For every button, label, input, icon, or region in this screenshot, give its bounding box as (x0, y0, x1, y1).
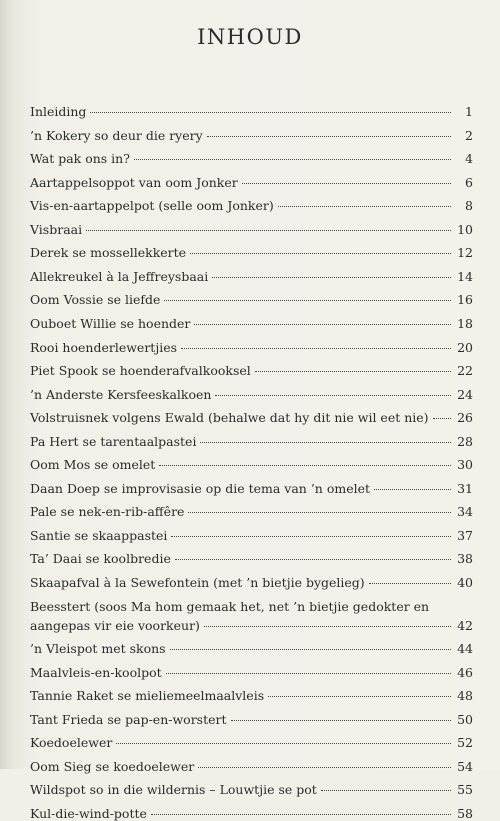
toc-page-number: 37 (457, 527, 473, 543)
dot-leader (116, 743, 451, 744)
toc-entry (30, 223, 473, 237)
dot-leader (90, 112, 451, 113)
toc-entry (30, 105, 473, 119)
toc-entry-label: Pa Hert se tarentaalpastei (30, 433, 197, 449)
dot-leader (433, 418, 451, 419)
toc-entry-label: ’n Vleispot met skons (30, 641, 166, 657)
toc-page-number: 42 (457, 617, 473, 633)
dot-leader (164, 300, 451, 301)
toc-page-number: 26 (457, 410, 473, 426)
toc-entry (30, 411, 473, 425)
toc-entry (30, 666, 473, 680)
toc-entry-label: Inleiding (30, 104, 87, 119)
toc-page-number: 18 (457, 315, 473, 331)
toc-entry-label: ’n Anderste Kersfeeskalkoen (30, 386, 212, 402)
dot-leader (200, 442, 451, 443)
toc-page-number: 6 (465, 174, 473, 190)
toc-entry (30, 152, 473, 166)
toc-entry (30, 760, 473, 774)
toc-entry (30, 505, 473, 519)
toc-entry-label: Santie se skaappastei (30, 527, 168, 543)
toc-entry (30, 293, 473, 307)
dot-leader (159, 465, 451, 466)
toc-page-number: 30 (457, 457, 473, 473)
toc-entry-label: Oom Vossie se liefde (30, 292, 161, 308)
dot-leader (166, 673, 451, 674)
dot-leader (134, 159, 451, 160)
toc-page-number: 48 (457, 688, 473, 704)
toc-entry (30, 364, 473, 378)
dot-leader (374, 489, 451, 490)
toc-page-number: 28 (457, 433, 473, 449)
toc-entry-label: Visbraai (30, 221, 83, 237)
toc-entry-label: Oom Sieg se koedoelewer (30, 758, 195, 774)
toc-entry-label: Pale se nek-en-rib-affêre (30, 504, 185, 520)
toc-entry (30, 317, 473, 331)
toc-entry (30, 736, 473, 750)
dot-leader (190, 253, 451, 254)
dot-leader (369, 583, 451, 584)
toc-entry-label: Piet Spook se hoenderafvalkooksel (30, 363, 251, 379)
dot-leader (242, 183, 451, 184)
toc-entry (30, 435, 473, 449)
toc-entry (30, 458, 473, 472)
toc-page-number: 1 (465, 104, 473, 119)
toc-entry-label: Oom Mos se omelet (30, 457, 156, 473)
toc-entry-label: Ouboet Willie se hoender (30, 315, 191, 331)
dot-leader (151, 814, 451, 815)
toc-entry (30, 619, 473, 633)
toc-entry-label-continued: aangepas vir eie voorkeur) (30, 617, 200, 633)
toc-page-number: 50 (457, 711, 473, 727)
toc-entry (30, 388, 473, 402)
toc-page-number: 52 (457, 735, 473, 751)
toc-entry-label: Daan Doep se improvisasie op die tema van ’n omelet (30, 480, 371, 496)
dot-leader (175, 559, 451, 560)
toc-page-number: 16 (457, 292, 473, 308)
toc-page-number: 14 (457, 268, 473, 284)
toc-entry-label: Maalvleis-en-koolpot (30, 664, 162, 680)
toc-entry (30, 176, 473, 190)
toc-entry-label: Skaapafval à la Sewefontein (met ’n bietjie bygelieg) (30, 575, 365, 590)
toc-entry-label: Wildspot so in die wildernis – Louwtjie se pot (30, 782, 317, 798)
toc-entry (30, 529, 473, 543)
toc-entry (30, 246, 473, 260)
page-title: INHOUD (197, 25, 303, 49)
toc-page-number: 10 (457, 221, 473, 237)
toc-entry (30, 689, 473, 703)
dot-leader (268, 696, 451, 697)
toc-entry-label: Allekreukel à la Jeffreysbaai (30, 268, 209, 284)
dot-leader (321, 790, 451, 791)
toc-entry-label: Volstruisnek volgens Ewald (behalwe dat hy dit nie wil eet nie) (30, 410, 429, 426)
toc-entry-label: Koedoelewer (30, 735, 113, 751)
dot-leader (255, 371, 451, 372)
toc-entry-label: Rooi hoenderlewertjies (30, 339, 178, 355)
dot-leader (171, 536, 451, 537)
toc-entry-label: Tant Frieda se pap-en-worstert (30, 711, 227, 727)
toc-entry-label: Ta’ Daai se koolbredie (30, 551, 171, 567)
toc-page-number: 20 (457, 339, 473, 355)
toc-entry (30, 341, 473, 355)
toc-entry-label: Wat pak ons in? (30, 151, 130, 167)
toc-page-number: 55 (457, 782, 473, 798)
dot-leader (204, 626, 451, 627)
toc-entry (30, 642, 473, 656)
dot-leader (194, 324, 451, 325)
toc-page-number: 44 (457, 641, 473, 657)
toc-page-number: 40 (457, 575, 473, 590)
toc-page-number: 46 (457, 664, 473, 680)
toc-entry (30, 552, 473, 566)
toc-entry (30, 129, 473, 143)
toc-page-number: 12 (457, 245, 473, 261)
toc-entry (30, 482, 473, 496)
dot-leader (188, 512, 451, 513)
dot-leader (170, 649, 451, 650)
toc-entry (30, 807, 473, 821)
dot-leader (207, 136, 451, 137)
toc-page-number: 2 (465, 127, 473, 143)
dot-leader (181, 348, 451, 349)
dot-leader (215, 395, 451, 396)
toc-entry-label: Derek se mossellekkerte (30, 245, 187, 261)
toc-entry-label: Tannie Raket se mieliemeelmaalvleis (30, 688, 265, 704)
toc-entry (30, 783, 473, 797)
dot-leader (86, 230, 451, 231)
toc-entry (30, 713, 473, 727)
toc-page-number: 4 (465, 151, 473, 167)
toc-page-number: 38 (457, 551, 473, 567)
toc-entry (30, 270, 473, 284)
toc-page-number: 54 (457, 758, 473, 774)
toc-page-number: 58 (457, 805, 473, 821)
toc-entry-label: Vis-en-aartappelpot (selle oom Jonker) (30, 198, 274, 214)
dot-leader (231, 720, 451, 721)
dot-leader (278, 206, 451, 207)
toc-page-number: 8 (465, 198, 473, 214)
dot-leader (198, 767, 451, 768)
toc-entry (30, 199, 473, 213)
toc-entry (30, 576, 473, 590)
dot-leader (212, 277, 451, 278)
toc-page-number: 31 (457, 480, 473, 496)
toc-page-number: 34 (457, 504, 473, 520)
toc-entry-label: Aartappelsoppot van oom Jonker (30, 174, 238, 190)
toc-page-number: 24 (457, 386, 473, 402)
toc-entry-label: Kul-die-wind-potte (30, 805, 147, 821)
toc-page-number: 22 (457, 363, 473, 379)
toc-entry-label: ’n Kokery so deur die ryery (30, 127, 203, 143)
toc-entry-label: Beesstert (soos Ma hom gemaak het, net ’n bietjie gedokter en (30, 598, 430, 614)
